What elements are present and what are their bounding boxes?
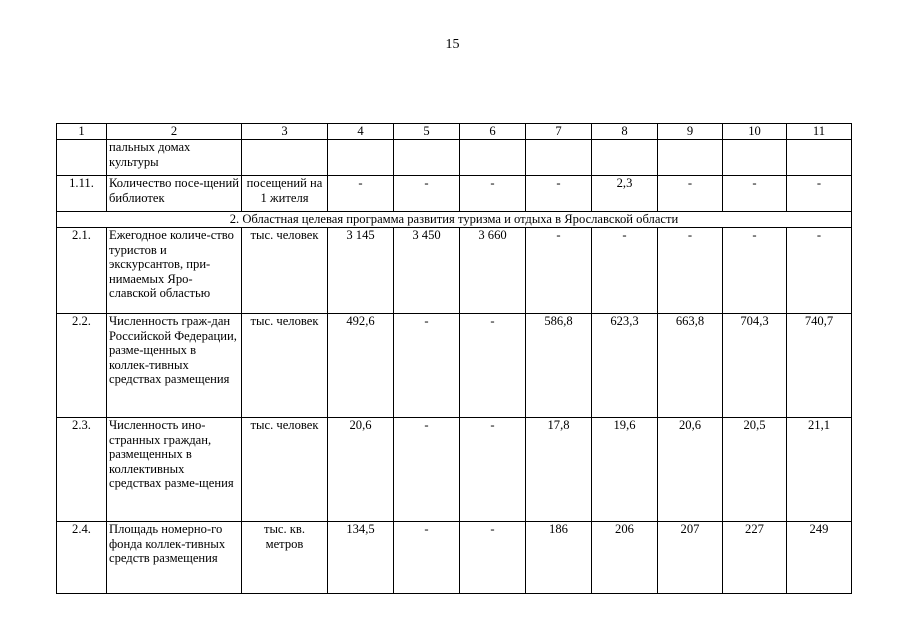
header-cell: 11 bbox=[787, 124, 852, 140]
header-cell: 6 bbox=[460, 124, 526, 140]
row-value: - bbox=[394, 176, 460, 212]
row-value: 249 bbox=[787, 522, 852, 594]
indicators-table bbox=[56, 123, 852, 594]
row-name: Площадь номерно-го фонда коллек-тивных средств размещения bbox=[107, 522, 242, 594]
row-name: пальных домах культуры bbox=[107, 140, 242, 176]
table-row bbox=[57, 314, 852, 418]
row-value: 3 450 bbox=[394, 228, 460, 314]
table-row bbox=[57, 418, 852, 522]
row-value: - bbox=[328, 176, 394, 212]
row-value: 207 bbox=[658, 522, 723, 594]
header-row bbox=[57, 124, 852, 140]
header-cell: 8 bbox=[592, 124, 658, 140]
row-value: - bbox=[460, 314, 526, 418]
row-unit: тыс. человек bbox=[242, 418, 328, 522]
row-value: - bbox=[460, 522, 526, 594]
header-cell: 3 bbox=[242, 124, 328, 140]
header-cell: 1 bbox=[57, 124, 107, 140]
table-row bbox=[57, 140, 852, 176]
row-value: 704,3 bbox=[723, 314, 787, 418]
section-row bbox=[57, 212, 852, 228]
row-name: Численность ино-странных граждан, размещенных в коллективных средствах разме-щения bbox=[107, 418, 242, 522]
page-number: 15 bbox=[445, 37, 460, 52]
row-value: 20,5 bbox=[723, 418, 787, 522]
row-number: 2.4. bbox=[57, 522, 107, 594]
row-value: 186 bbox=[526, 522, 592, 594]
row-value: 586,8 bbox=[526, 314, 592, 418]
row-value: 20,6 bbox=[658, 418, 723, 522]
row-value: 2,3 bbox=[592, 176, 658, 212]
row-value bbox=[658, 140, 723, 176]
table-row bbox=[57, 228, 852, 314]
section-title: 2. Областная целевая программа развития туризма и отдыха в Ярославской области bbox=[57, 212, 852, 228]
row-value: 134,5 bbox=[328, 522, 394, 594]
header-cell: 7 bbox=[526, 124, 592, 140]
table-row bbox=[57, 176, 852, 212]
row-value: 20,6 bbox=[328, 418, 394, 522]
row-value: - bbox=[787, 228, 852, 314]
header-cell: 9 bbox=[658, 124, 723, 140]
row-value: - bbox=[526, 228, 592, 314]
row-value bbox=[328, 140, 394, 176]
row-value: 19,6 bbox=[592, 418, 658, 522]
row-value: 3 145 bbox=[328, 228, 394, 314]
row-value: - bbox=[592, 228, 658, 314]
row-name: Ежегодное количе-ство туристов и экскурсантов, при-нимаемых Яро-славской областью bbox=[107, 228, 242, 314]
row-name: Численность граж-дан Российской Федерации, разме-щенных в коллек-тивных средствах размещения bbox=[107, 314, 242, 418]
header-cell: 4 bbox=[328, 124, 394, 140]
row-value: - bbox=[394, 522, 460, 594]
header-cell: 2 bbox=[107, 124, 242, 140]
row-number: 2.1. bbox=[57, 228, 107, 314]
row-value: - bbox=[526, 176, 592, 212]
row-value: - bbox=[658, 228, 723, 314]
header-cell: 10 bbox=[723, 124, 787, 140]
row-value bbox=[723, 140, 787, 176]
row-number bbox=[57, 140, 107, 176]
row-name: Количество посе-щений библиотек bbox=[107, 176, 242, 212]
row-value: - bbox=[787, 176, 852, 212]
row-unit: тыс. кв. метров bbox=[242, 522, 328, 594]
row-number: 1.11. bbox=[57, 176, 107, 212]
row-value bbox=[394, 140, 460, 176]
row-value: - bbox=[460, 418, 526, 522]
row-value: - bbox=[658, 176, 723, 212]
row-value: - bbox=[460, 176, 526, 212]
row-unit: тыс. человек bbox=[242, 314, 328, 418]
row-value: - bbox=[394, 418, 460, 522]
row-value bbox=[787, 140, 852, 176]
row-value bbox=[460, 140, 526, 176]
row-number: 2.3. bbox=[57, 418, 107, 522]
row-value: 21,1 bbox=[787, 418, 852, 522]
row-number: 2.2. bbox=[57, 314, 107, 418]
row-value: 3 660 bbox=[460, 228, 526, 314]
row-unit: посещений на 1 жителя bbox=[242, 176, 328, 212]
row-value: 206 bbox=[592, 522, 658, 594]
row-unit: тыс. человек bbox=[242, 228, 328, 314]
row-value bbox=[526, 140, 592, 176]
row-value: 623,3 bbox=[592, 314, 658, 418]
row-value bbox=[592, 140, 658, 176]
row-value: 227 bbox=[723, 522, 787, 594]
header-cell: 5 bbox=[394, 124, 460, 140]
row-unit bbox=[242, 140, 328, 176]
table-row bbox=[57, 522, 852, 594]
row-value: 492,6 bbox=[328, 314, 394, 418]
row-value: - bbox=[723, 176, 787, 212]
row-value: 663,8 bbox=[658, 314, 723, 418]
row-value: - bbox=[723, 228, 787, 314]
row-value: - bbox=[394, 314, 460, 418]
row-value: 740,7 bbox=[787, 314, 852, 418]
row-value: 17,8 bbox=[526, 418, 592, 522]
